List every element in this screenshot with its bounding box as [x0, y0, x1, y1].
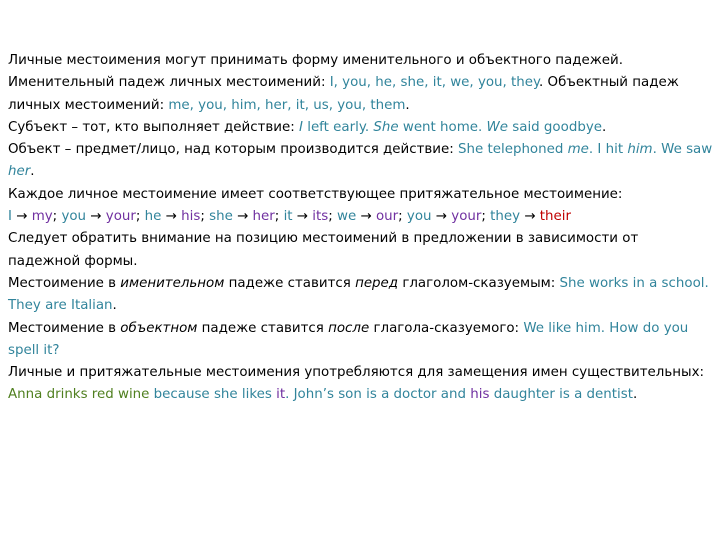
text-run: we: [337, 209, 357, 225]
text-run: →: [11, 209, 32, 225]
text-run: →: [232, 209, 253, 225]
text-run: likes: [237, 387, 277, 403]
text-run: it: [283, 209, 293, 225]
document-body: [8, 50, 714, 407]
text-run: ;: [200, 209, 210, 225]
text-run: her: [252, 209, 275, 225]
text-run: →: [161, 209, 182, 225]
text-run: глагола-сказуемого:: [369, 320, 524, 336]
text-run: I: [299, 119, 303, 135]
text-run: →: [356, 209, 376, 225]
text-run: because: [149, 387, 214, 403]
paragraph-nominative-position: [8, 273, 714, 318]
text-run: →: [431, 209, 452, 225]
text-run: I: [8, 209, 12, 225]
text-run: they: [490, 209, 521, 225]
paragraph-position-note: [8, 228, 714, 273]
text-run: ;: [274, 209, 284, 225]
text-run: Anna drinks red wine: [8, 387, 150, 403]
text-run: it: [276, 387, 286, 403]
text-run: he: [144, 209, 162, 225]
text-run: We like him. How do you spell it?: [8, 320, 689, 358]
text-run: and: [436, 387, 471, 403]
text-run: →: [86, 209, 106, 225]
paragraph-replacement: [8, 362, 714, 407]
text-run: Каждое личное местоимение имеет соответствующее притяжательное местоимение:: [8, 186, 623, 202]
text-run: him: [627, 142, 653, 158]
text-run: ;: [328, 209, 338, 225]
text-run: .: [30, 164, 35, 180]
text-run: именительном: [120, 275, 225, 291]
text-run: you: [406, 209, 432, 225]
paragraph-cases: [8, 50, 714, 117]
text-run: our: [375, 209, 399, 225]
text-run: Местоимение в: [8, 275, 121, 291]
paragraph-subject: [8, 117, 714, 139]
text-run: падеже ставится: [197, 320, 329, 336]
paragraph-object: [8, 139, 714, 184]
text-run: She telephoned: [458, 142, 568, 158]
text-run: left early.: [302, 119, 374, 135]
text-run: после: [328, 320, 370, 336]
text-run: объектном: [120, 320, 198, 336]
text-run: me, you, him, her, it, us, you, them: [168, 97, 406, 113]
text-run: ;: [481, 209, 491, 225]
text-run: her: [8, 164, 31, 180]
text-run: .: [112, 298, 117, 314]
text-run: his: [470, 387, 490, 403]
text-run: падеже ставится: [224, 275, 356, 291]
text-run: ;: [398, 209, 407, 225]
text-run: I, you, he, she, it, we, you, they: [329, 75, 540, 91]
text-run: .: [405, 97, 410, 113]
text-run: She works in a school. They are Italian: [8, 275, 709, 314]
paragraph-objective-position: [8, 318, 714, 363]
text-run: →: [520, 209, 540, 225]
text-run: she: [209, 209, 233, 225]
text-run: .: [285, 387, 294, 403]
text-run: →: [292, 209, 313, 225]
paragraph-possessive-intro: [8, 184, 714, 206]
text-run: Объект – предмет/лицо, над которым производится действие:: [8, 142, 459, 158]
text-run: Субъект – тот, кто выполняет действие:: [8, 119, 300, 135]
text-run: . I hit: [588, 142, 628, 158]
text-run: your: [105, 209, 136, 225]
text-run: Местоимение в: [8, 320, 121, 336]
text-run: We: [486, 119, 509, 135]
text-run: said goodbye: [508, 119, 602, 135]
text-run: Личные и притяжательные местоимения употребляются для замещения имен существительных:: [8, 365, 705, 381]
text-run: went home.: [398, 119, 487, 135]
text-run: his: [181, 209, 201, 225]
text-run: its: [312, 209, 329, 225]
text-run: your: [451, 209, 482, 225]
text-run: Следует обратить внимание на позицию местоимений в предложении в зависимости от падежной формы.: [8, 231, 639, 269]
text-run: she: [213, 387, 238, 403]
text-run: She: [373, 119, 399, 135]
text-run: me: [567, 142, 589, 158]
text-run: John’s son is a doctor: [293, 387, 437, 403]
text-run: ;: [135, 209, 145, 225]
text-run: their: [539, 209, 571, 225]
text-run: you: [61, 209, 87, 225]
text-run: . Объектный падеж личных местоимений:: [8, 75, 679, 113]
text-run: daughter is a dentist: [489, 387, 633, 403]
text-run: глаголом-сказуемым:: [398, 275, 560, 291]
text-run: Личные местоимения могут принимать форму именительного и объектного падежей. Именительный падеж личных местоимений:: [8, 53, 623, 91]
text-run: .: [601, 119, 607, 135]
text-run: my: [31, 209, 53, 225]
text-run: ;: [52, 209, 62, 225]
text-run: перед: [355, 275, 399, 291]
text-run: . We saw: [652, 142, 713, 158]
paragraph-possessive-list: [8, 206, 714, 228]
text-run: .: [632, 387, 638, 403]
